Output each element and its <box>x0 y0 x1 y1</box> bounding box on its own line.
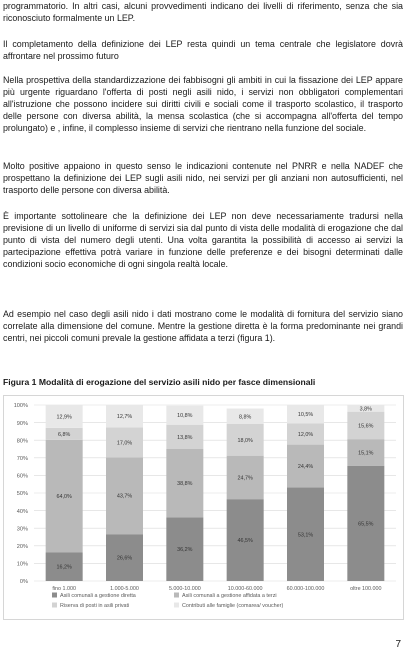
legend-swatch <box>52 603 57 608</box>
x-tick-label: 5.000-10.000 <box>168 586 201 592</box>
data-label: 64,0% <box>56 494 72 501</box>
y-tick-label: 40% <box>16 508 28 515</box>
x-tick-label: fino 1.000 <box>52 586 77 592</box>
data-label: 18,0% <box>237 437 253 444</box>
data-label: 36,2% <box>177 547 193 554</box>
legend-swatch <box>52 593 57 598</box>
data-label: 10,8% <box>177 413 193 420</box>
legend-label: Contributi alle famiglie (comarea/ voucher) <box>182 603 284 609</box>
data-label: 65,5% <box>358 521 374 528</box>
data-label: 15,6% <box>358 423 374 430</box>
legend-label: Riserva di posti in asili privati <box>60 603 130 609</box>
y-tick-label: 10% <box>16 561 28 568</box>
data-label: 17,0% <box>116 440 133 447</box>
data-label: 16,2% <box>56 564 72 571</box>
data-label: 24,7% <box>237 475 253 482</box>
data-label: 46,5% <box>237 538 253 545</box>
legend-swatch <box>174 593 179 598</box>
data-label: 3,8% <box>359 406 372 413</box>
data-label: 6,8% <box>58 431 71 438</box>
paragraph-6: Ad esempio nel caso degli asili nido i dati mostrano come le modalità di fornitura del servizio siano correlate alla dimensione del comune. Mentre la gestione diretta è la forma predominante nei grandi centri, nei piccoli comuni prevale la gestione affidata a terzi (figura 1). <box>3 309 403 344</box>
data-label: 10,5% <box>297 412 314 419</box>
paragraph-3: Nella prospettiva della standardizzazione dei fabbisogni gli ambiti in cui la fissazione dei LEP appare più urgente riguardano l'offerta di posti negli asili nido, i servizi non obbligatori complementari all'istruzione che possono incidere sui diritti civili e sociali come il trasporto scolastico, il trasporto delle persone con diversa abilità, la mensa scolastica (che si accompagna all'offerta del tempo prolungato) e , infine, il complesso insieme di servizi che rientrano nella funzione del sociale. <box>3 75 403 134</box>
y-tick-label: 0% <box>19 579 28 586</box>
paragraph-1: programmatorio. In altri casi, alcuni provvedimenti indicano dei livelli di riferimento, senza che sia riconosciuto formalmente un LEP. <box>3 1 403 24</box>
page-number: 7 <box>395 639 401 650</box>
x-tick-label: oltre 100.000 <box>350 586 382 592</box>
legend-label: Asili comunali a gestione diretta <box>60 593 136 599</box>
legend-swatch <box>174 603 179 608</box>
y-tick-label: 20% <box>16 544 28 550</box>
data-label: 43,7% <box>116 493 133 500</box>
data-label: 53,1% <box>297 532 314 539</box>
data-label: 26,6% <box>116 555 133 562</box>
data-label: 15,1% <box>358 450 374 457</box>
y-tick-label: 60% <box>16 473 28 480</box>
paragraph-4: Molto positive appaiono in questo senso le indicazioni contenute nel PNRR e nella NADEF che prospettano la definizione dei LEP sugli asili nido, nei servizi per gli anziani non autosufficienti, nel trasporto delle persone con diversa abilità. <box>3 161 403 196</box>
data-label: 13,8% <box>177 434 193 441</box>
chart-svg <box>4 396 403 619</box>
x-tick-label: 60.000-100.000 <box>286 586 325 592</box>
stacked-bar-chart <box>3 395 404 620</box>
data-label: 12,0% <box>297 432 314 439</box>
data-label: 8,8% <box>239 414 252 421</box>
data-label: 12,7% <box>116 414 133 421</box>
data-label: 38,8% <box>177 481 193 488</box>
y-tick-label: 50% <box>16 491 28 498</box>
paragraph-5: È importante sottolineare che la definizione dei LEP non deve necessariamente tradursi nella previsione di un livello di uniforme di servizi sia dal punto di vista delle modalità di erogazione che dal punto di vista del numero degli utenti. Una volta garantita la possibilità di accesso ai servizi la partecipazione effettiva potrà variare in funzione delle preferenze e dei bisogni determinati dalle condizioni socio economiche di ogni singola realtà locale. <box>3 211 403 270</box>
paragraph-2: Il completamento della definizione dei LEP resta quindi un tema centrale che legislatore dovrà affrontare nel prossimo futuro <box>3 39 403 62</box>
figure-title: Figura 1 Modalità di erogazione del servizio asili nido per fasce dimensionali <box>3 377 316 387</box>
y-tick-label: 80% <box>16 438 28 445</box>
legend-label: Asili comunali a gestione affidata a terzi <box>182 593 277 599</box>
data-label: 12,9% <box>56 414 72 421</box>
x-tick-label: 1.000-5.000 <box>110 586 139 592</box>
y-tick-label: 30% <box>16 526 28 533</box>
data-label: 24,4% <box>297 464 314 471</box>
y-tick-label: 90% <box>16 420 28 427</box>
y-tick-label: 70% <box>16 456 28 462</box>
x-tick-label: 10.000-60.000 <box>227 586 263 592</box>
y-tick-label: 100% <box>13 403 28 410</box>
